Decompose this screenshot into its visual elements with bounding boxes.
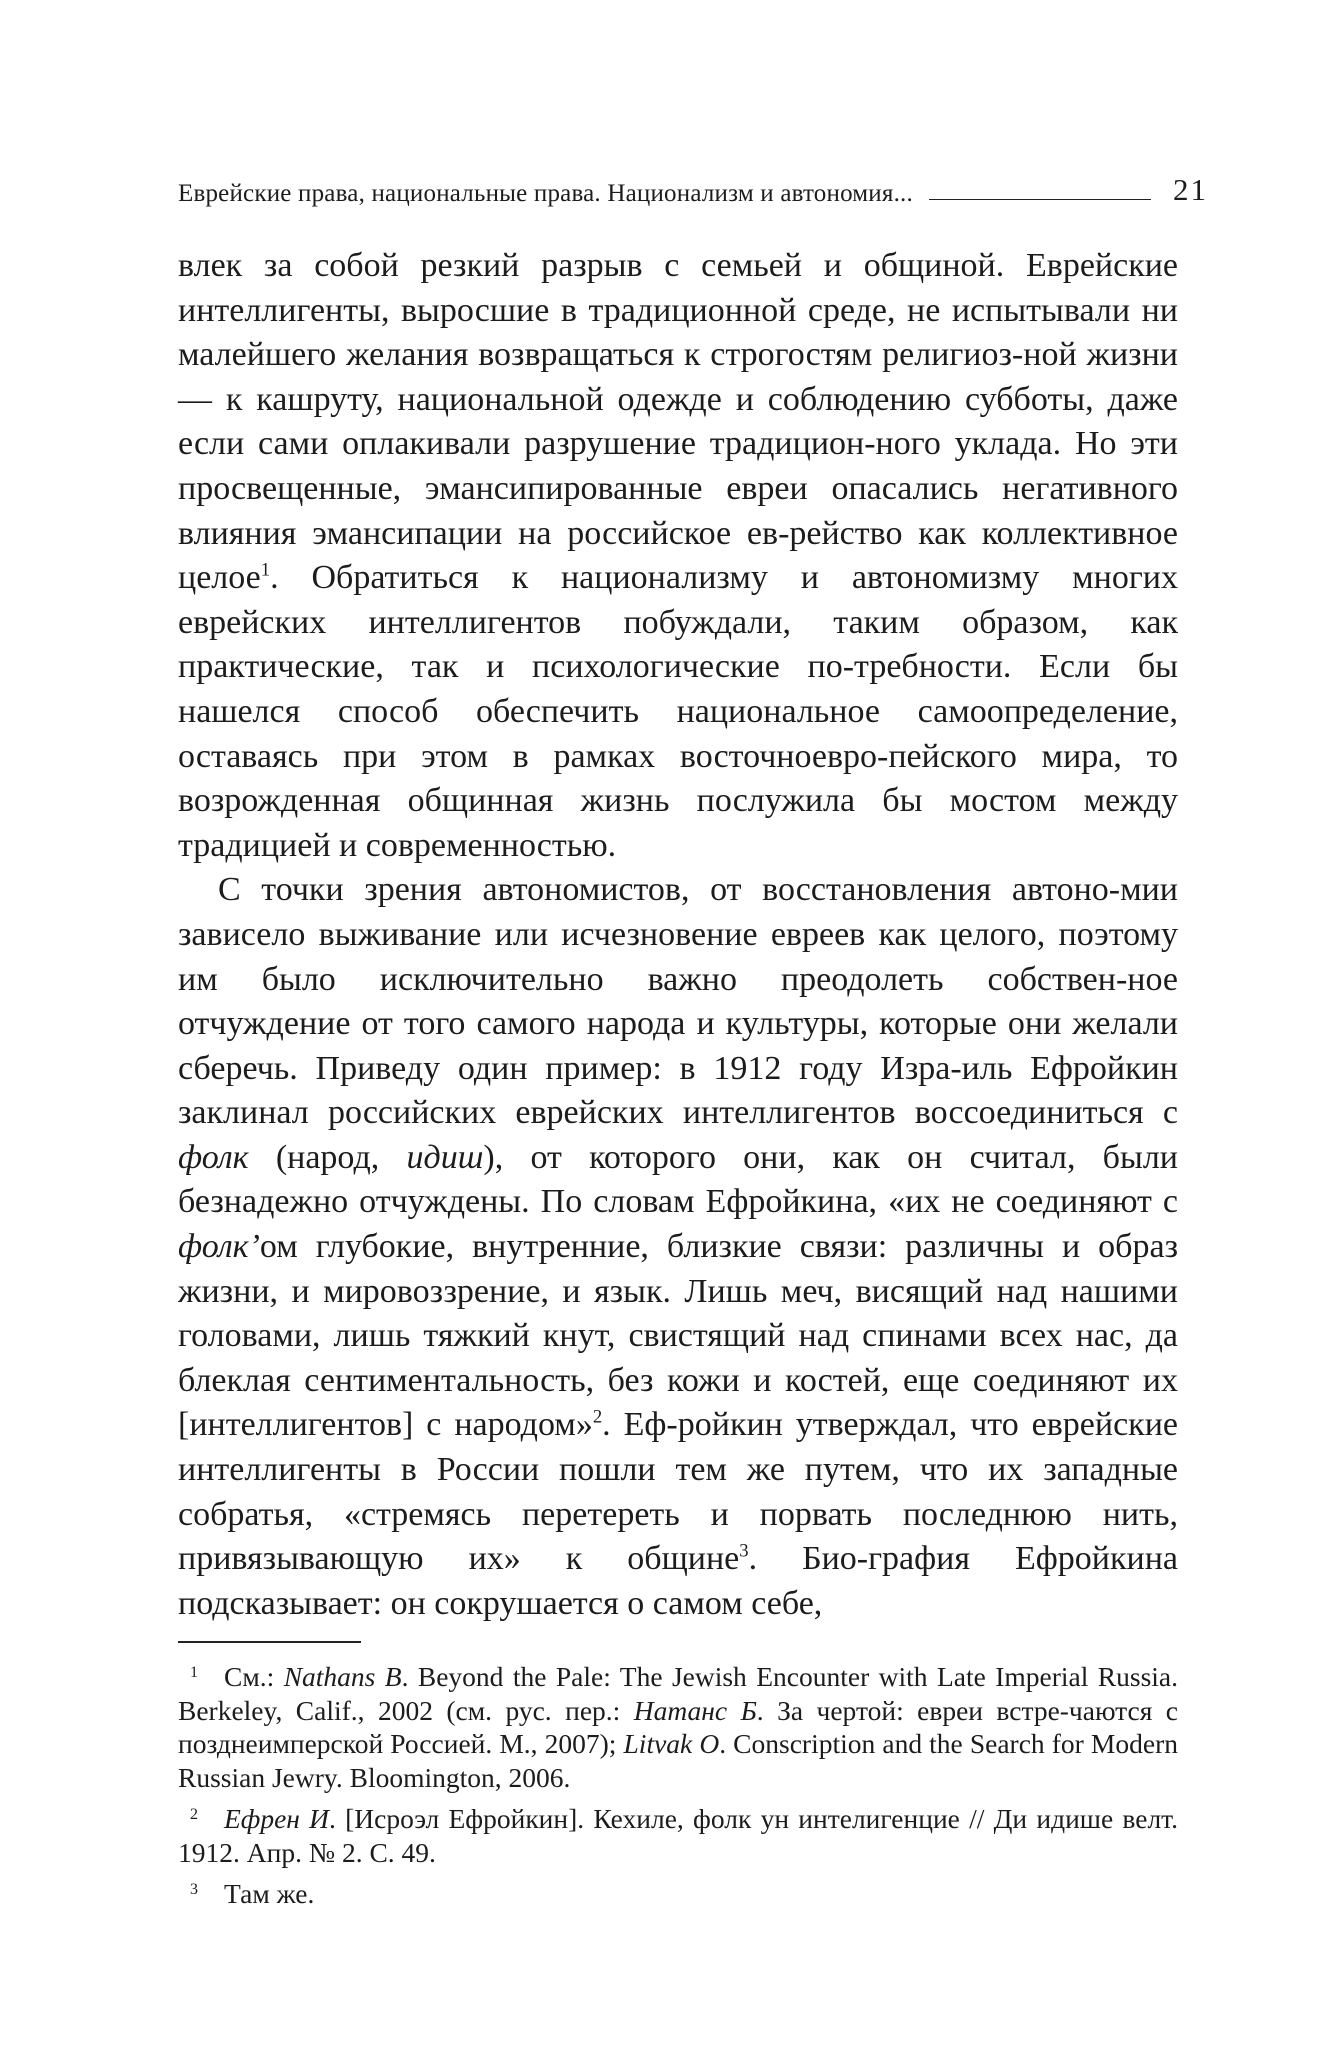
running-title: Еврейские права, национальные права. Национализм и автономия... — [178, 180, 913, 207]
footnote-3 — [178, 1873, 1178, 1911]
footnotes — [178, 1656, 1178, 1915]
footnote-3-text-a: Там же. — [224, 1878, 315, 1909]
footnote-2-italic-a: Ефрен И — [224, 1803, 330, 1834]
paragraph-2-italic-folk: фолк — [178, 1138, 249, 1176]
paragraph-2-text-b: (народ, — [248, 1138, 407, 1176]
main-text — [178, 244, 1178, 1626]
footnote-ref-1: 1 — [260, 559, 271, 581]
paragraph-2-italic-yiddish: идиш — [406, 1138, 484, 1176]
footnote-2-number: 2 — [190, 1806, 198, 1823]
footnote-3-number: 3 — [190, 1881, 198, 1898]
footnote-1-italic-b: Натанс Б — [633, 1694, 757, 1726]
footnote-1 — [178, 1656, 1178, 1794]
paragraph-2-italic-folk-2: фолк’ — [178, 1228, 260, 1266]
footnote-1-text-d: . Conscription and the Search for Modern Russian Jewry. Bloomington, 2006. — [178, 1728, 1178, 1793]
paragraph-2-text-e: . Еф-ройкин утверждал, что еврейские интеллигенты в России пошли тем же путем, что их западные собратья, «стремясь перетереть и порвать последнюю нить, привязывающую их» к общине — [178, 1406, 1178, 1578]
paragraph-2-text-c: ), от которого они, как он считал, были безнадежно отчуждены. По словам Ефройкина, «их не соединяют с — [178, 1138, 1178, 1221]
footnote-separator — [178, 1641, 361, 1643]
paragraph-2-text-f: . Био-графия Ефройкина подсказывает: он сокрушается о самом себе, — [178, 1540, 1178, 1622]
footnote-1-number: 1 — [190, 1664, 198, 1681]
running-header — [178, 168, 1208, 208]
footnote-ref-3: 3 — [739, 1540, 749, 1562]
paragraph-1 — [178, 244, 1178, 868]
footnote-1-italic-c: Litvak O — [623, 1728, 720, 1759]
footnote-1-text-a: См.: — [224, 1661, 284, 1692]
header-rule — [929, 199, 1151, 200]
footnote-1-text-b: . Beyond the Pale: The Jewish Encounter with Late Imperial Russia. Berkeley, Calif., 2002 (см. рус. пер.: — [178, 1661, 1178, 1726]
footnote-1-italic-a: Nathans B — [283, 1661, 402, 1692]
footnote-2 — [178, 1798, 1178, 1869]
paragraph-1-text-a: влек за собой резкий разрыв с семьей и общиной. Еврейские интеллигенты, выросшие в традиционной среде, не испытывали ни малейшего желания возвращаться к строгостям религиоз-ной жизни — к кашруту, национальной одежде и соблюдению субботы, даже если сами оплакивали разрушение традицион-ного уклада. Но эти просвещенные, эмансипированные евреи опасались негативного влияния эмансипации на российское ев-рейство как коллективное целое — [178, 247, 1178, 597]
paragraph-2-text-d: ом глубокие, внутренние, близкие связи: различны и образ жизни, и мировоззрение, и язык. Лишь меч, висящий над нашими головами, лишь тяжкий кнут, свистящий над спинами всех нас, да блеклая сентиментальность, без кожи и костей, еще соединяют их [интеллигентов] с народом» — [178, 1228, 1178, 1444]
paragraph-1-text-b: . Обратиться к национализму и автономизму многих еврейских интеллигентов побуждали, таким образом, как практические, так и психологические по-требности. Если бы нашелся способ обеспечить национальное самоопределение, оставаясь при этом в рамках восточноевро-пейского мира, то возрожденная общинная жизнь послужила бы мостом между традицией и современностью. — [178, 559, 1178, 864]
footnote-2-text-a: . [Исроэл Ефройкин]. Кехиле, фолк ун интелигенцие // Ди идише велт. 1912. Апр. № 2. С. 49. — [178, 1803, 1178, 1868]
page-number: 21 — [1173, 172, 1208, 207]
footnote-ref-2: 2 — [592, 1407, 603, 1429]
paragraph-2-text-a: С точки зрения автономистов, от восстановления автоно-мии зависело выживание или исчезновение евреев как целого, поэтому им было исключительно важно преодолеть собствен-ное отчуждение от того самого народа и культуры, которые они желали сберечь. Приведу один пример: в 1912 году Изра-иль Ефройкин заклинал российских еврейских интеллигентов воссоединиться с — [178, 871, 1178, 1132]
footnote-1-text-c: . За чертой: евреи встре-чаются с позднеимперской Россией. М., 2007); — [178, 1694, 1178, 1759]
paragraph-2 — [178, 868, 1178, 1626]
